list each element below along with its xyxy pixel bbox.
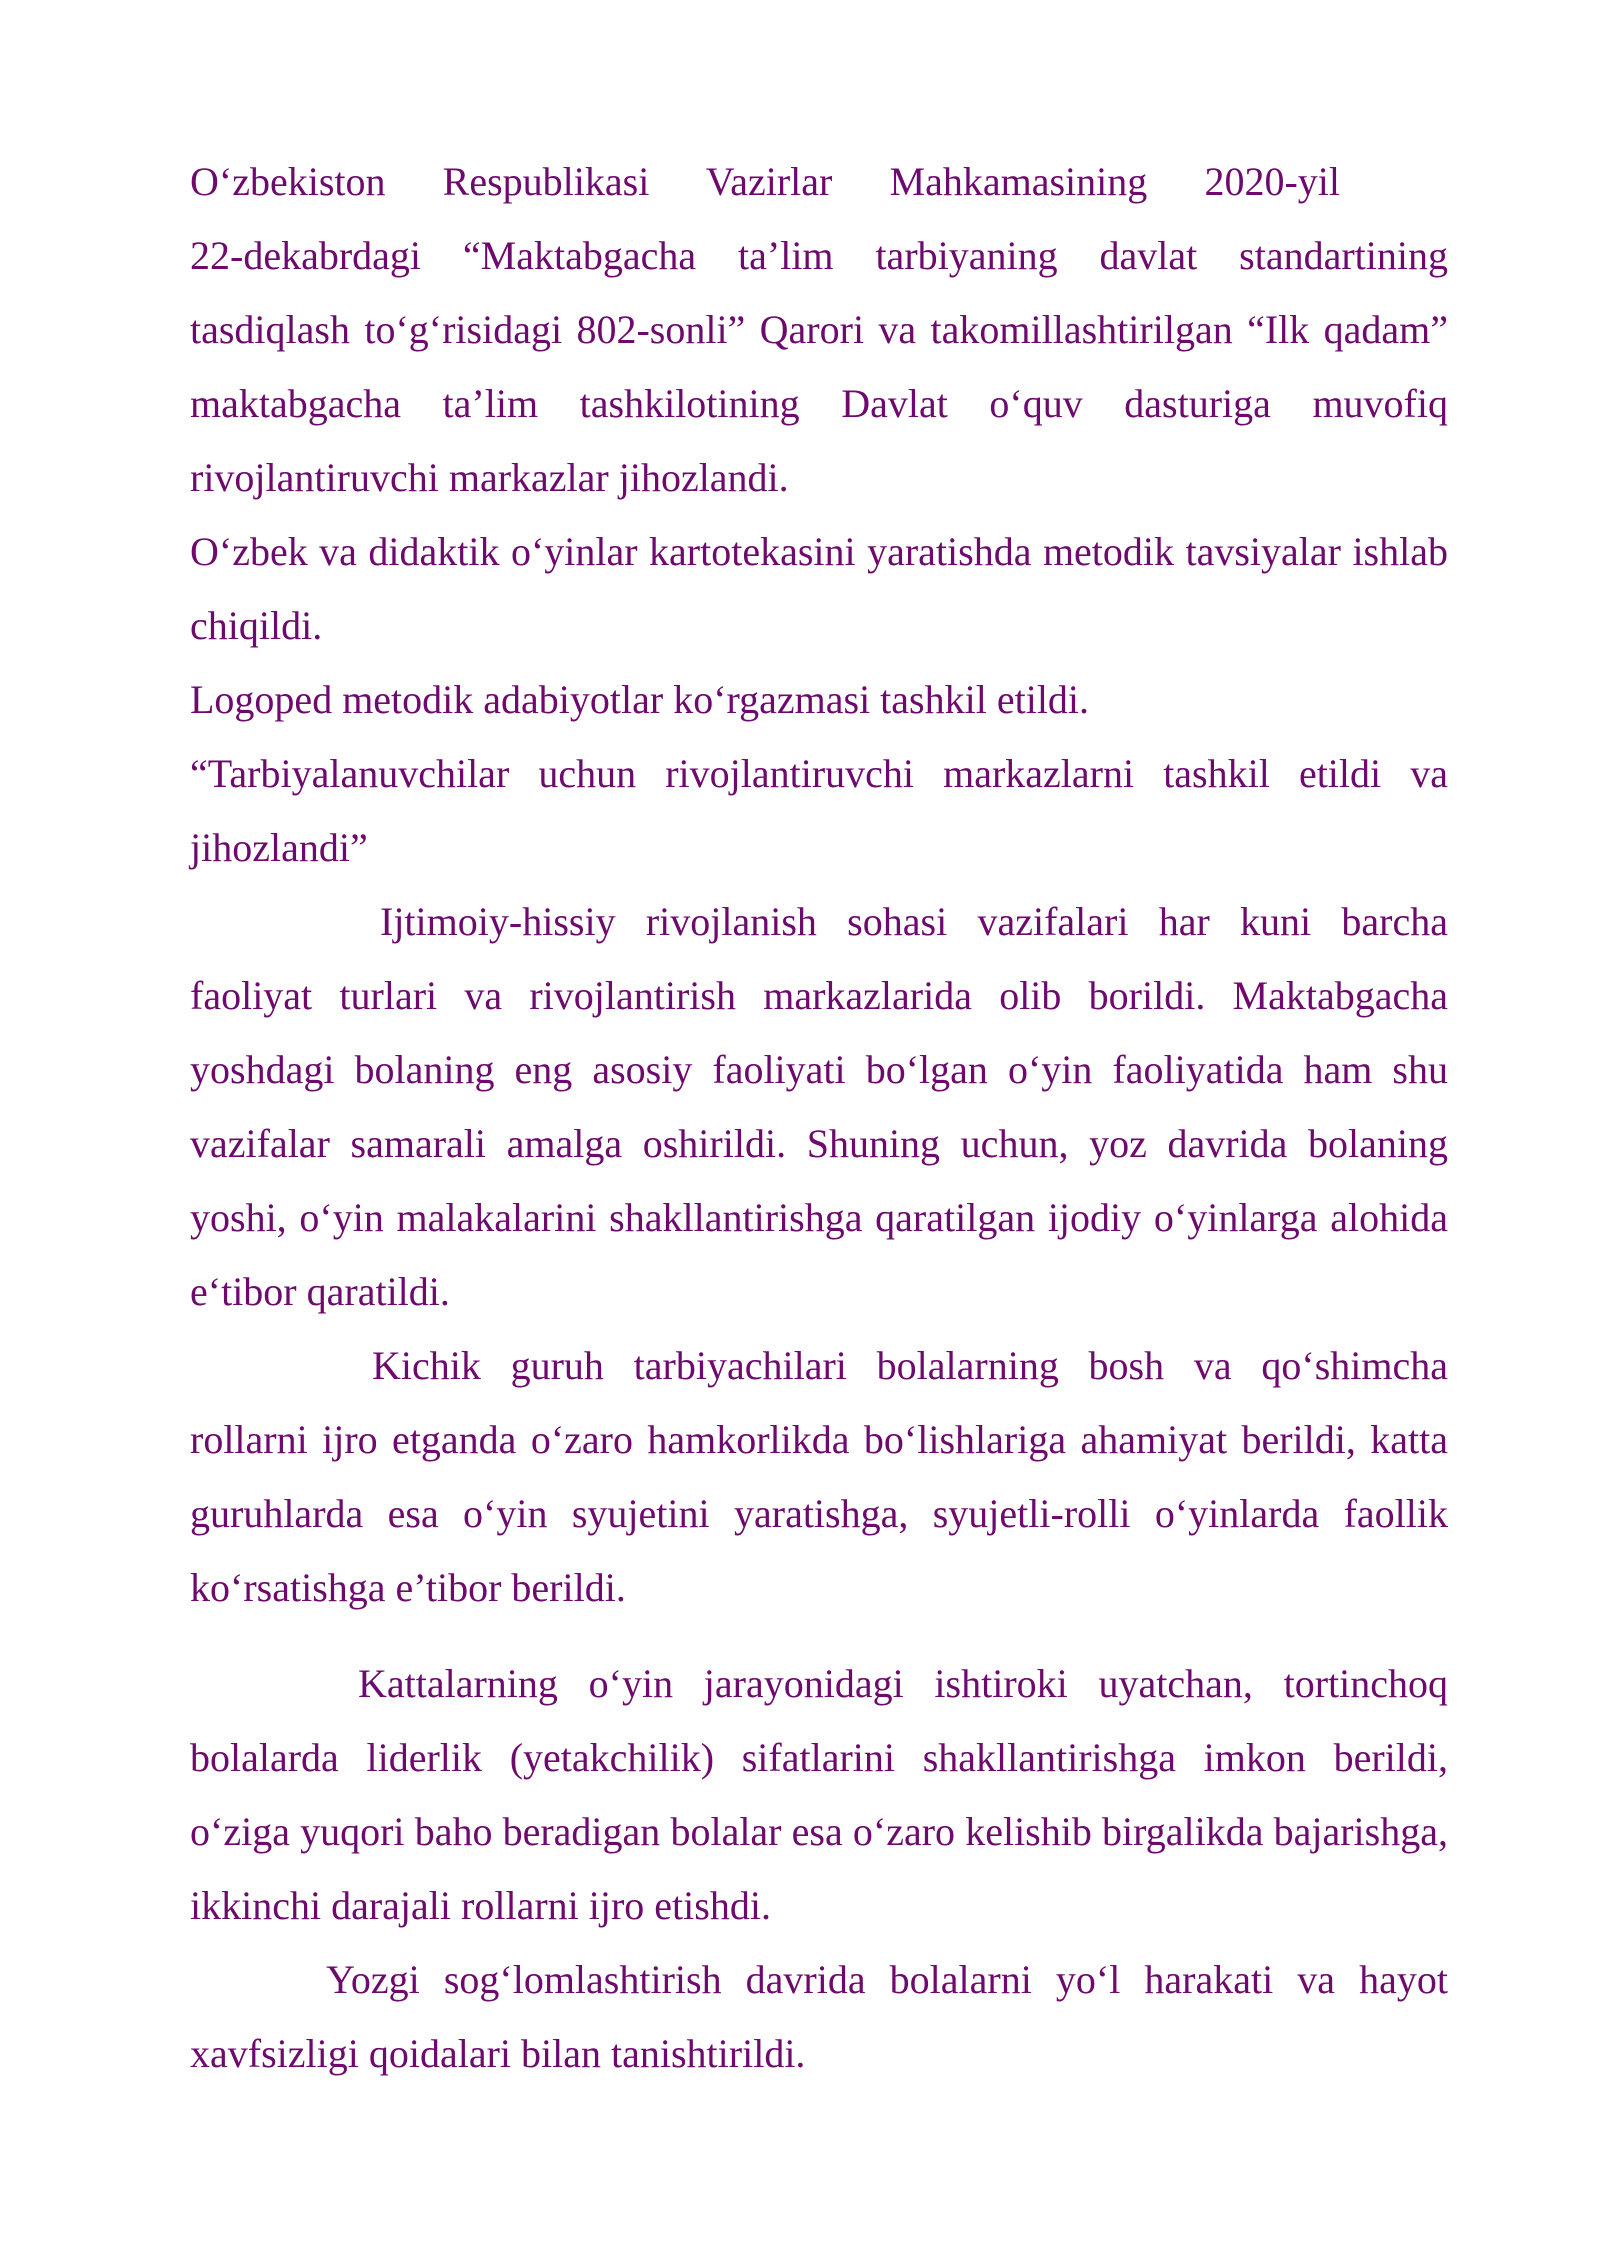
- paragraph-speech-therapist: Logoped metodik adabiyotlar ko‘rgazmasi tashkil etildi.: [190, 677, 1090, 722]
- paragraph-social-emotional: Ijtimoiy-hissiy rivojlanish sohasi vazifalari har kuni barcha faoliyat turlari va rivojlantirish markazlarida olib borildi. Maktabgacha yoshdagi bolaning eng asosiy faoliyati bo‘lgan o‘yin faoliyatida ham shu vazifalar samarali amalga oshirildi. Shuning uchun, yoz davrida bolaning yoshi, o‘yin malakalarini shakllantirishga qaratilgan ijodiy o‘yinlarga alohida e‘tibor qaratildi.: [190, 899, 1448, 1314]
- paragraph-development-centers: “Tarbiyalanuvchilar uchun rivojlantiruvchi markazlarni tashkil etildi va jihozlandi”: [190, 751, 1448, 870]
- paragraph-summer-safety: Yozgi sog‘lomlashtirish davrida bolalarni yo‘l harakati va hayot xavfsizligi qoidalari bilan tanishtirildi.: [190, 1957, 1448, 2076]
- paragraph-didactic-games: O‘zbek va didaktik o‘yinlar kartotekasini yaratishda metodik tavsiyalar ishlab chiqildi.: [190, 529, 1448, 648]
- paragraph-resolution: [190, 145, 1448, 515]
- paragraph-first-line: O‘zbekiston Respublikasi Vazirlar Mahkamasining 2020-yil: [190, 159, 1340, 204]
- paragraph-continuation: 22-dekabrdagi “Maktabgacha ta’lim tarbiyaning davlat standartining tasdiqlash to‘g‘risidagi 802-sonli” Qarori va takomillashtirilgan “Ilk qadam” maktabgacha ta’lim tashkilotining Davlat o‘quv dasturiga muvofiq rivojlantiruvchi markazlar jihozlandi.: [190, 233, 1448, 500]
- paragraph-adults-participation: Kattalarning o‘yin jarayonidagi ishtiroki uyatchan, tortinchoq bolalarda liderlik (yetakchilik) sifatlarini shakllantirishga imkon berildi, o‘ziga yuqori baho beradigan bolalar esa o‘zaro kelishib birgalikda bajarishga, ikkinchi darajali rollarni ijro etishdi.: [190, 1661, 1448, 1928]
- document-body: [190, 145, 1448, 2091]
- paragraph-small-group: Kichik guruh tarbiyachilari bolalarning bosh va qo‘shimcha rollarni ijro etganda o‘zaro hamkorlikda bo‘lishlariga ahamiyat berildi, katta guruhlarda esa o‘yin syujetini yaratishga, syujetli-rolli o‘yinlarda faollik ko‘rsatishga e’tibor berildi.: [190, 1343, 1448, 1610]
